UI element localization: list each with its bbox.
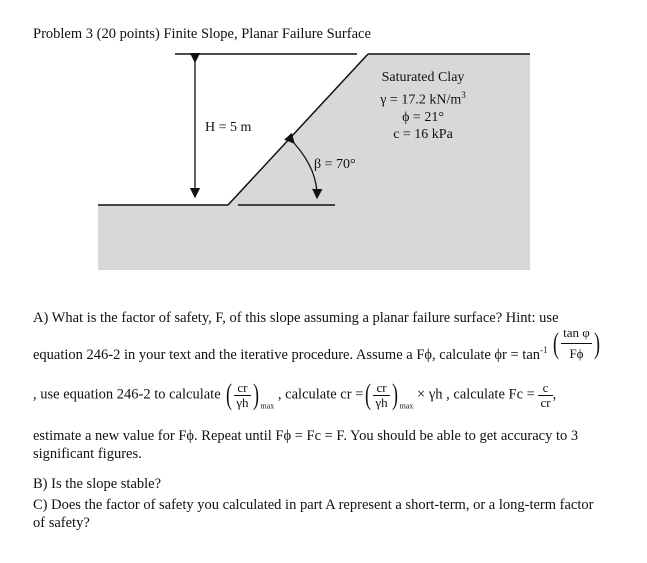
text: equation 246-2 in your text and the iterative procedure. Assume a Fϕ, calculate ϕr = tan: [33, 346, 541, 363]
numerator: cr: [373, 381, 389, 396]
soil-properties: [363, 69, 483, 144]
angle-label: β = 70°: [314, 157, 356, 172]
part-a-line4: estimate a new value for Fϕ. Repeat until Fϕ = Fc = F. You should be able to get accuracy to 3: [33, 428, 579, 444]
right-paren: ): [252, 378, 259, 411]
part-c-line1: C) Does the factor of safety you calculated in part A represent a short-term, or a long-term factor: [33, 497, 594, 513]
left-paren: (: [553, 326, 560, 360]
left-paren: (: [365, 378, 372, 411]
comma: ,: [552, 386, 557, 403]
numerator: tan φ: [561, 323, 592, 344]
unit-weight: γ = 17.2 kN/m: [380, 92, 462, 108]
part-a-line1: A) What is the factor of safety, F, of this slope assuming a planar failure surface? Hint: use: [33, 310, 559, 326]
fraction: [561, 323, 592, 364]
text: , calculate cr =: [277, 386, 364, 403]
exponent: 3: [461, 89, 466, 100]
text: , use equation 246-2 to calculate: [33, 386, 221, 403]
denominator: Fϕ: [569, 346, 584, 361]
subscript: max: [260, 401, 275, 411]
denominator: cr: [540, 394, 551, 410]
line2-text-group: [33, 345, 548, 364]
right-paren: ): [593, 326, 600, 360]
fraction: [538, 381, 552, 410]
right-paren: ): [391, 378, 398, 411]
part-c-line2: of safety?: [33, 515, 90, 531]
part-a-line3: [33, 380, 556, 410]
part-a-line5: significant figures.: [33, 446, 142, 462]
numerator: c: [538, 381, 552, 396]
height-label: H = 5 m: [205, 120, 252, 135]
unit-weight-row: [363, 87, 483, 109]
inverse: -1: [540, 345, 548, 355]
fraction: [234, 381, 250, 410]
part-a-line2: [33, 323, 602, 364]
text: × γh , calculate Fc =: [417, 386, 535, 403]
denominator: γh: [236, 394, 249, 410]
cohesion: c = 16 kPa: [393, 127, 453, 143]
left-paren: (: [226, 378, 233, 411]
fraction: [373, 381, 389, 410]
friction-angle: ϕ = 21°: [402, 109, 444, 125]
material-label: Saturated Clay: [381, 70, 465, 85]
denominator: γh: [375, 394, 388, 410]
numerator: cr: [234, 381, 250, 396]
subscript: max: [399, 401, 414, 411]
part-b: B) Is the slope stable?: [33, 476, 162, 492]
problem-title: Problem 3 (20 points) Finite Slope, Planar Failure Surface: [33, 26, 371, 42]
